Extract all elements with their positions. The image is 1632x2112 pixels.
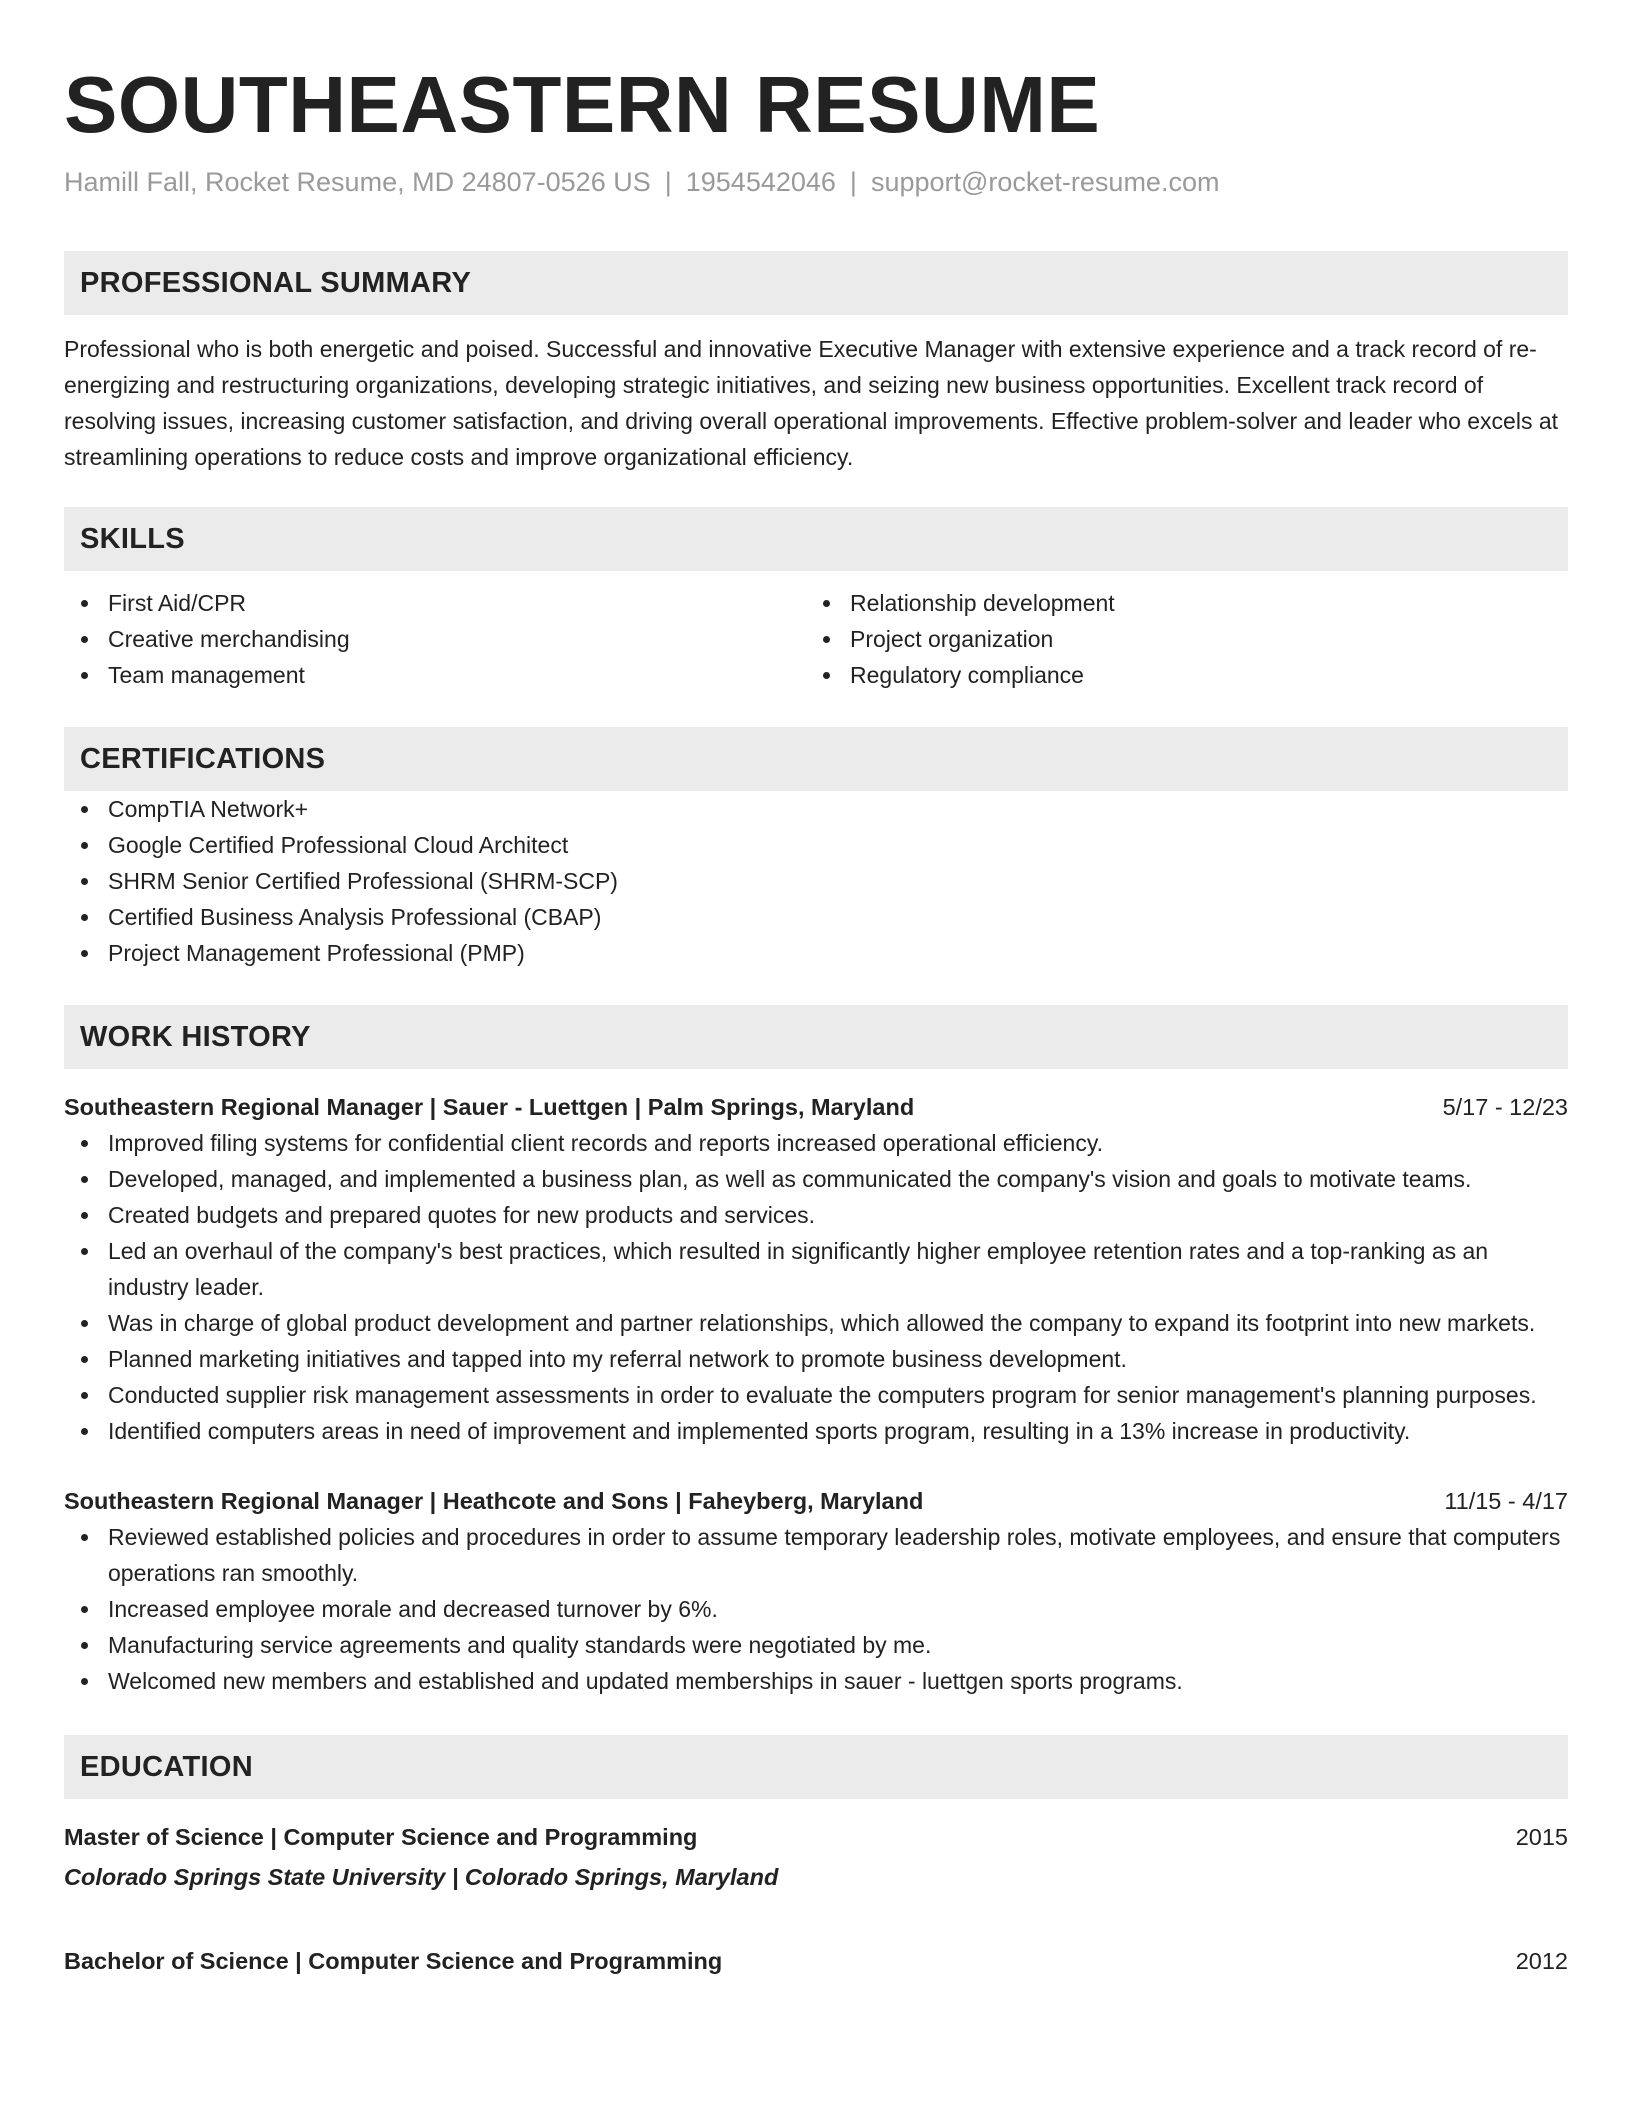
bullet-icon <box>81 1356 88 1363</box>
section-header-education: EDUCATION <box>64 1735 1568 1799</box>
contact-separator: | <box>664 167 672 197</box>
bullet-icon <box>81 1320 88 1327</box>
bullet-icon <box>823 600 830 607</box>
bullet-icon <box>81 1534 88 1541</box>
bullet-icon <box>81 1176 88 1183</box>
bullet-icon <box>81 878 88 885</box>
job-bullet: Welcomed new members and established and updated memberships in sauer - luettgen sports programs. <box>64 1663 1568 1699</box>
section-header-certifications: CERTIFICATIONS <box>64 727 1568 791</box>
bullet-icon <box>81 672 88 679</box>
bullet-icon <box>81 1642 88 1649</box>
skill-item: Relationship development <box>806 585 1548 621</box>
skills-columns <box>64 585 1568 693</box>
bullet-icon <box>81 1606 88 1613</box>
education-school: Colorado Springs State University | Colorado Springs, Maryland <box>64 1864 779 1890</box>
bullet-icon <box>81 1678 88 1685</box>
job-bullets <box>64 1125 1568 1449</box>
job-bullet: Increased employee morale and decreased turnover by 6%. <box>64 1591 1568 1627</box>
job-bullet: Developed, managed, and implemented a business plan, as well as communicated the company's vision and goals to motivate teams. <box>64 1161 1568 1197</box>
job-title: Southeastern Regional Manager | Sauer - Luettgen | Palm Springs, Maryland <box>64 1094 915 1120</box>
education-year: 2012 <box>1515 1948 1568 1974</box>
resume-name: SOUTHEASTERN RESUME <box>64 60 1101 149</box>
bullet-icon <box>81 1140 88 1147</box>
job-bullet: Conducted supplier risk management assessments in order to evaluate the computers program for senior management's planning purposes. <box>64 1377 1568 1413</box>
certification-item: Project Management Professional (PMP) <box>64 935 1568 971</box>
skill-item: Regulatory compliance <box>806 657 1548 693</box>
contact-phone: 1954542046 <box>685 167 836 197</box>
education-degree-row <box>64 1943 1568 1979</box>
job-bullet: Was in charge of global product development and partner relationships, which allowed the company to expand its footprint into new markets. <box>64 1305 1568 1341</box>
job-title-row <box>64 1483 1568 1519</box>
job-bullet: Reviewed established policies and procedures in order to assume temporary leadership roles, motivate employees, and ensure that computers operations ran smoothly. <box>64 1519 1568 1591</box>
section-header-work-history: WORK HISTORY <box>64 1005 1568 1069</box>
certification-item: SHRM Senior Certified Professional (SHRM-SCP) <box>64 863 1568 899</box>
skills-column-right <box>806 585 1548 693</box>
contact-separator: | <box>849 167 857 197</box>
job-title-row <box>64 1089 1568 1125</box>
job-bullet: Led an overhaul of the company's best practices, which resulted in significantly higher employee retention rates and a top-ranking as an industry leader. <box>64 1233 1568 1305</box>
skills-list-left <box>64 585 806 693</box>
skills-list-right <box>806 585 1548 693</box>
section-header-summary: PROFESSIONAL SUMMARY <box>64 251 1568 315</box>
job-entry <box>64 1483 1568 1699</box>
bullet-icon <box>81 1392 88 1399</box>
job-bullet: Created budgets and prepared quotes for new products and services. <box>64 1197 1568 1233</box>
contact-address: Hamill Fall, Rocket Resume, MD 24807-0526 US <box>64 167 651 197</box>
skill-item: Project organization <box>806 621 1548 657</box>
skills-column-left <box>64 585 806 693</box>
bullet-icon <box>81 1428 88 1435</box>
bullet-icon <box>823 636 830 643</box>
job-bullet: Manufacturing service agreements and quality standards were negotiated by me. <box>64 1627 1568 1663</box>
bullet-icon <box>823 672 830 679</box>
education-degree: Bachelor of Science | Computer Science and Programming <box>64 1948 723 1974</box>
certifications-list <box>64 791 1568 971</box>
job-dates: 11/15 - 4/17 <box>1444 1488 1568 1514</box>
summary-text: Professional who is both energetic and poised. Successful and innovative Executive Manager with extensive experience and a track record of re-energizing and restructuring organizations, developing strategic initiatives, and seizing new business opportunities. Excellent track record of resolving issues, increasing customer satisfaction, and driving overall operational improvements. Effective problem-solver and leader who excels at streamlining operations to reduce costs and improve organizational efficiency. <box>64 336 1559 470</box>
skill-item: Team management <box>64 657 806 693</box>
education-degree: Master of Science | Computer Science and Programming <box>64 1824 698 1850</box>
certification-item: Certified Business Analysis Professional (CBAP) <box>64 899 1568 935</box>
certification-item: CompTIA Network+ <box>64 791 1568 827</box>
contact-email: support@rocket-resume.com <box>870 167 1220 197</box>
education-year: 2015 <box>1515 1824 1568 1850</box>
job-dates: 5/17 - 12/23 <box>1442 1094 1568 1120</box>
job-bullet: Planned marketing initiatives and tapped into my referral network to promote business development. <box>64 1341 1568 1377</box>
bullet-icon <box>81 1212 88 1219</box>
skill-item: First Aid/CPR <box>64 585 806 621</box>
education-degree-row <box>64 1819 1568 1855</box>
job-bullet: Identified computers areas in need of improvement and implemented sports program, resulting in a 13% increase in productivity. <box>64 1413 1568 1449</box>
section-header-skills: SKILLS <box>64 507 1568 571</box>
job-entry <box>64 1089 1568 1449</box>
education-entry <box>64 1819 1568 1895</box>
job-title: Southeastern Regional Manager | Heathcote and Sons | Faheyberg, Maryland <box>64 1488 924 1514</box>
skill-item: Creative merchandising <box>64 621 806 657</box>
bullet-icon <box>81 914 88 921</box>
contact-line <box>64 164 1568 200</box>
education-entry <box>64 1943 1568 1979</box>
bullet-icon <box>81 806 88 813</box>
job-bullet: Improved filing systems for confidential client records and reports increased operational efficiency. <box>64 1125 1568 1161</box>
bullet-icon <box>81 950 88 957</box>
bullet-icon <box>81 636 88 643</box>
job-bullets <box>64 1519 1568 1699</box>
bullet-icon <box>81 1248 88 1255</box>
certification-item: Google Certified Professional Cloud Architect <box>64 827 1568 863</box>
bullet-icon <box>81 600 88 607</box>
bullet-icon <box>81 842 88 849</box>
